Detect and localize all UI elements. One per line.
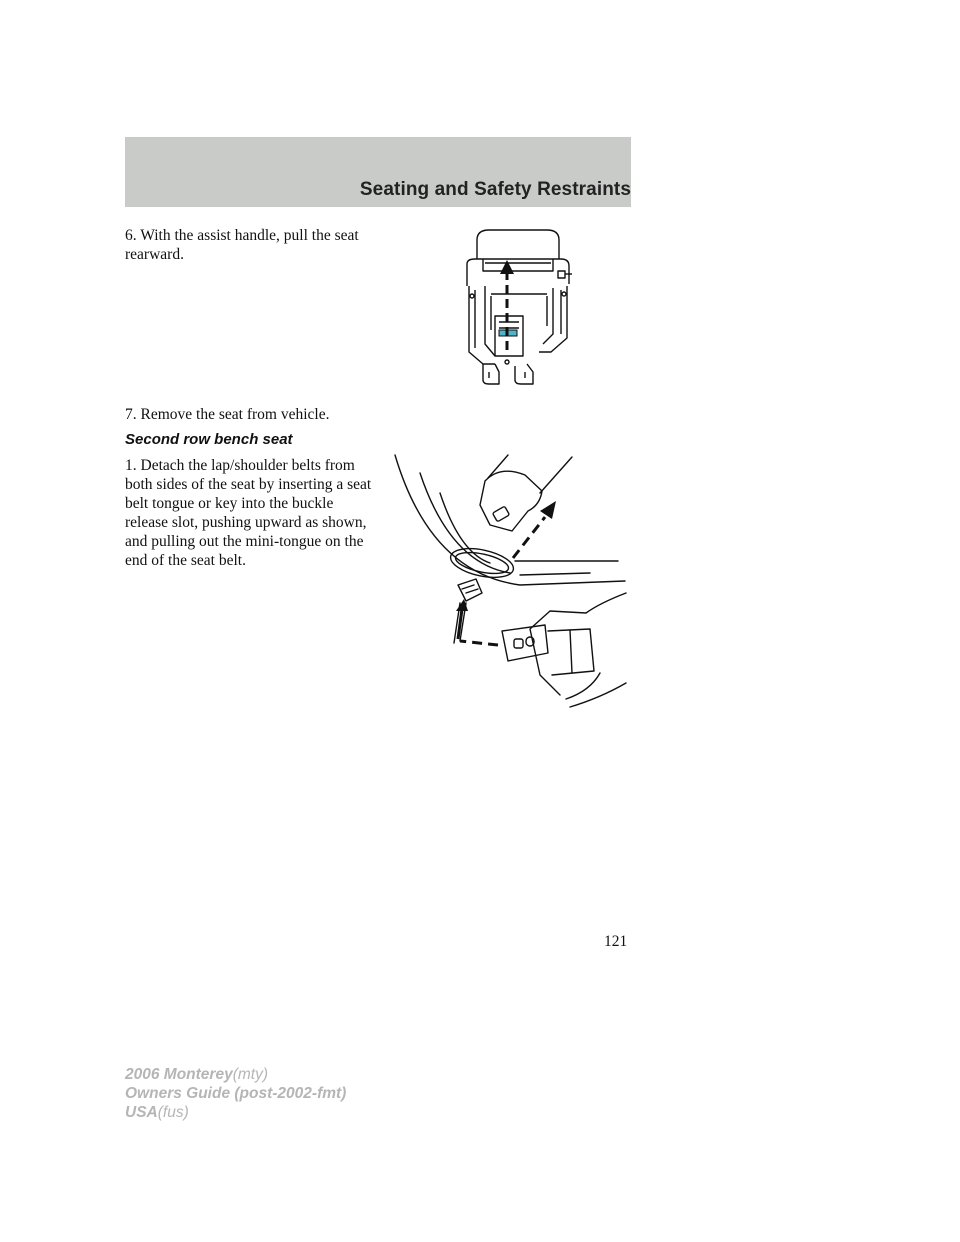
page-number: 121 — [604, 933, 628, 950]
footer-model-code: (mty) — [232, 1066, 268, 1083]
footer-guide: Owners Guide (post-2002-fmt) — [125, 1085, 347, 1102]
step-1-text: 1. Detach the lap/shoulder belts from both sides of the seat by inserting a seat belt tongue or key into the buckle release slot, pushing upward as shown, and pulling out the mini-tongue on the end of the seat belt. — [125, 457, 372, 569]
step-6-text: 6. With the assist handle, pull the seat rearward. — [125, 227, 359, 263]
seat-removal-illustration — [455, 226, 580, 388]
subsection-heading: Second row bench seat — [125, 431, 293, 448]
document-footer — [125, 1065, 346, 1122]
section-header-band — [125, 137, 631, 207]
footer-line-1 — [125, 1065, 346, 1084]
footer-line-3 — [125, 1103, 346, 1122]
footer-model: 2006 Monterey — [125, 1066, 233, 1083]
footer-line-2 — [125, 1084, 346, 1103]
footer-market: USA — [125, 1104, 158, 1121]
section-title: Seating and Safety Restraints — [359, 179, 631, 200]
step-7-text: 7. Remove the seat from vehicle. — [125, 406, 330, 423]
seat-belt-release-illustration — [390, 453, 635, 718]
footer-market-code: (fus) — [157, 1104, 189, 1121]
